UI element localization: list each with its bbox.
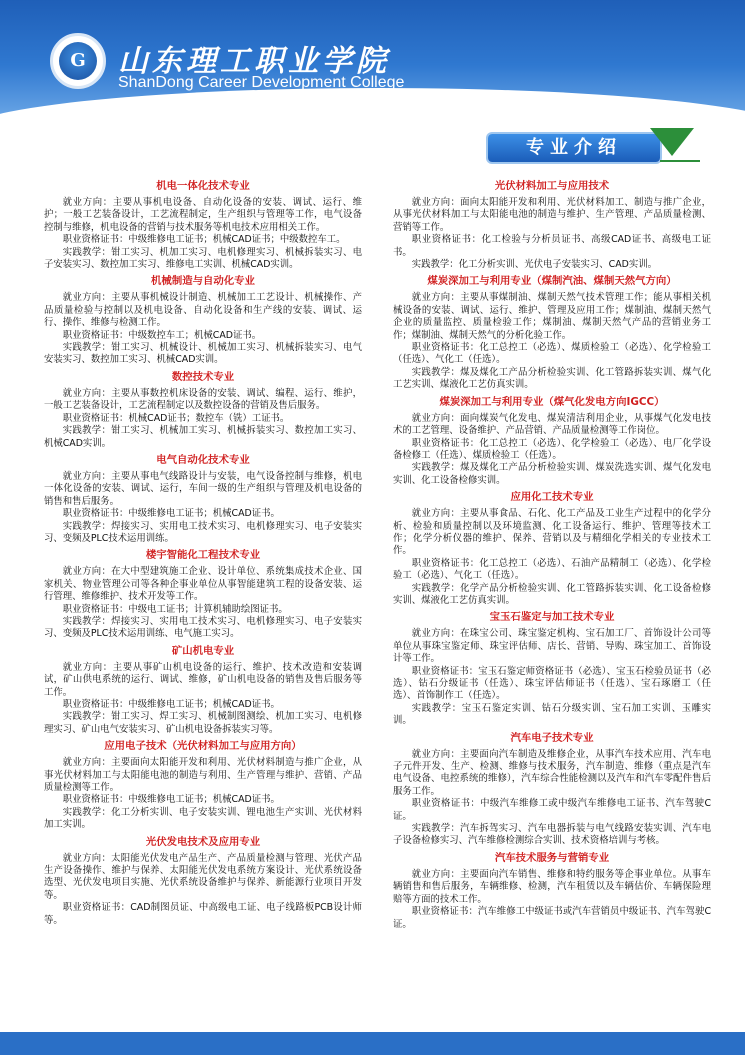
major-detail-line: 就业方向：面向太阳能开发和利用、光伏材料加工、制造与推广企业，从事光伏材料加工与太阳能电池的制造与维护、生产管理、产品质量检测、营销等工作。: [393, 197, 711, 233]
major-title: 光伏材料加工与应用技术: [494, 180, 610, 192]
major-detail-line: 就业方向：主要从事数控机床设备的安装、调试、编程、运行、维护，一般工艺装备设计，工艺流程制定以及数控设备的营销及售后服务。: [44, 387, 362, 412]
major-detail-line: 就业方向：主要从事煤制油、煤制天然气技术管理工作；能从事相关机械设备的安装、调试、运行、维护、管理及应用工作；煤制油、煤制天然气企业的质量监控、质量检验工作；煤制油、煤制天然气产品的营销业务工作；煤制油、煤制天然气的分析化验工作。: [393, 292, 711, 341]
major-section: [393, 491, 711, 607]
major-section: [44, 740, 362, 831]
major-title: 应用化工技术专业: [510, 491, 594, 504]
major-section: [393, 611, 711, 727]
major-detail-line: 就业方向：太阳能光伏发电产品生产、产品质量检测与管理、光伏产品生产设备操作、维护与保养、太阳能光伏发电系统方案设计、光伏系统设备选型、光伏发电项目实施、光伏系统设备维护与保养、新能源行业项目开发等。: [44, 852, 362, 901]
major-detail-line: 职业资格证书：化工检验与分析员证书、高级CAD证书、高级电工证书。: [393, 234, 711, 258]
major-title: 煤炭深加工与利用专业（煤气化发电方向IGCC）: [439, 395, 665, 408]
footer-bar: [0, 1032, 745, 1055]
major-title: 汽车技术服务与营销专业: [494, 851, 610, 864]
major-detail-line: 职业资格证书：中级汽车维修工或中级汽车维修电工证书、汽车驾驶C证。: [393, 798, 711, 822]
section-banner-title: 专业介绍: [526, 137, 622, 158]
major-title: 机械制造与自动化专业: [151, 275, 255, 288]
school-name-en: ShanDong Career Development College: [118, 74, 405, 91]
major-section: [44, 645, 362, 736]
major-detail-line: 职业资格证书：中级维修电工证书；机械CAD证书。: [62, 794, 280, 806]
major-detail-line: 实践教学：汽车拆驾实习、汽车电器拆装与电气线路安装实训、汽车电子设备检修实习、汽车维修检测综合实训、技术资格培训与考核。: [393, 823, 711, 847]
section-banner: [488, 134, 660, 162]
major-detail-line: 职业资格证书：化工总控工（必选）、石油产品精制工（必选）、化学检验工（必选）、气化工（任选）。: [393, 557, 711, 582]
major-title: 宝玉石鉴定与加工技术专业: [489, 611, 615, 624]
major-section: [393, 180, 711, 271]
major-title: 汽车电子技术专业: [510, 731, 594, 744]
major-detail-line: 实践教学：宝玉石鉴定实训、钻石分级实训、宝石加工实训、玉雕实训。: [393, 702, 711, 727]
major-detail-line: 职业资格证书：中级维修电工证书；机械CAD证书；中级数控车工。: [62, 234, 346, 246]
major-detail-line: 实践教学：钳工实习、机械加工实习、机械拆装实习、数控加工实习、机械CAD实训。: [44, 425, 362, 449]
major-detail-line: 实践教学：煤及煤化工产品分析检验实训、煤炭洗选实训、煤气化发电实训、化工设备检修实训。: [393, 462, 711, 486]
major-section: [393, 852, 711, 931]
major-title: 电气自动化技术专业: [156, 453, 250, 466]
major-detail-line: 职业资格证书：中级维修电工证书；机械CAD证书。: [62, 508, 280, 520]
major-title: 矿山机电专业: [171, 644, 235, 657]
major-section: [393, 732, 711, 848]
major-title: 光伏发电技术及应用专业: [145, 835, 261, 848]
major-section: [44, 371, 362, 450]
major-detail-line: 职业资格证书：CAD制图员证、中高级电工证、电子线路板PCB设计师等。: [44, 902, 362, 926]
major-title: 煤炭深加工与利用专业（煤制汽油、煤制天然气方向）: [427, 275, 677, 288]
school-name-cn: 山东理工职业学院: [118, 44, 390, 79]
major-detail-line: 职业资格证书：汽车维修工中级证书或汽车营销员中级证书、汽车驾驶C证。: [393, 906, 711, 930]
major-detail-line: 实践教学：焊接实习、实用电工技术实习、电机修理实习、电子安装实习、变频及PLC技术运用训练、电气施工实习。: [44, 615, 362, 640]
major-detail-line: 职业资格证书：中级维修电工证书；机械CAD证书。: [62, 699, 280, 710]
major-detail-line: 就业方向：主要从事机电设备、自动化设备的安装、调试、运行、维护；一般工艺装备设计，工艺流程制定，生产组织与管理等工作，电气设备控制与维修，机电设备的营销与技术服务等机电技术应用相关工作。: [44, 197, 362, 233]
header-wave: [0, 88, 745, 118]
major-detail-line: 实践教学：化学产品分析检验实训、化工管路拆装实训、化工设备检修实训、煤液化工艺仿真实训。: [393, 582, 711, 606]
major-detail-line: 就业方向：主要从事电气线路设计与安装，电气设备控制与维修，机电一体化设备的安装、调试、运行，车间一级的生产组织与管理及机电设备的销售和售后服务。: [44, 470, 362, 507]
school-logo-letter: G: [70, 50, 86, 71]
major-title: 数控技术专业: [171, 370, 235, 383]
major-detail-line: 职业资格证书：化工总控工（必选）、煤质检验工（必选）、化学检验工（任选）、气化工（任选）。: [393, 342, 711, 366]
major-detail-line: 就业方向：主要从事食品、石化、化工产品及工业生产过程中的化学分析、检验和质量控制以及环境监测、化工设备运行、维护、管理等技术工作；化学分析仪器的维护、保养、营销以及与精细化学相关的专业技术工作。: [393, 508, 711, 557]
major-detail-line: 就业方向：面向煤炭气化发电、煤炭清洁利用企业，从事煤气化发电技术的工艺管理、设备维护、产品营销、产品质量检测等工作岗位。: [393, 412, 711, 437]
major-detail-line: 实践教学：焊接实习、实用电工技术实习、电机修理实习、电子安装实习、变频及PLC技术运用训练。: [44, 520, 362, 544]
major-detail-line: 实践教学：煤及煤化工产品分析检验实训、化工管路拆装实训、煤气化工艺实训、煤液化工艺仿真实训。: [393, 366, 711, 391]
major-section: [393, 396, 711, 487]
major-detail-line: 职业资格证书：化工总控工（必选）、化学检验工（必选）、电厂化学设备检修工（任选）、煤质检验工（任选）。: [393, 437, 711, 461]
major-section: [44, 549, 362, 640]
major-detail-line: 实践教学：钳工实习、机械设计、机械加工实习、机械拆装实习、电气安装实习、数控加工实习、机械CAD实训。: [44, 342, 362, 366]
major-title: 楼宇智能化工程技术专业: [145, 549, 261, 562]
major-detail-line: 就业方向：在大中型建筑施工企业、设计单位、系统集成技术企业、国家机关、物业管理公司等各种企事业单位从事智能建筑工程的设备安装、运行管理、维修维护、技术开发等工作。: [44, 566, 362, 603]
major-detail-line: 实践教学：钳工实习、焊工实习、机械制图测绘、机加工实习、电机修理实习、矿山电气安装实习、矿山机电设备拆装实习等。: [44, 711, 362, 735]
major-section: [44, 180, 362, 271]
major-detail-line: 实践教学：化工分析实训、光伏电子安装实习、CAD实训。: [411, 259, 657, 271]
header-banner: [0, 0, 745, 118]
left-column: [44, 180, 362, 931]
major-detail-line: 职业资格证书：中级数控车工；机械CAD证书。: [62, 329, 262, 341]
major-detail-line: 就业方向：主要面向太阳能开发和利用、光伏材料制造与推广企业，从事光伏材料加工与太阳能电池的制造与利用、生产管理与维护、营销、产品质量检测等工作。: [44, 757, 362, 794]
major-detail-line: 职业资格证书：中级电工证书；计算机辅助绘图证书。: [62, 603, 288, 615]
major-detail-line: 就业方向：主要面向汽车制造及维修企业，从事汽车技术应用、汽车电子元件开发、生产、检测、维修与技术服务，汽车制造、维修（重点是汽车电气设备、电控系统的维修），汽车综合性能检测以及汽车和汽车零配件售后服务工作。: [393, 748, 711, 797]
banner-underline: [660, 160, 700, 162]
major-detail-line: 职业资格证书：机械CAD证书；数控车（铣）工证书。: [62, 412, 290, 424]
green-triangle-icon: [650, 128, 694, 156]
major-section: [44, 836, 362, 927]
major-detail-line: 就业方向：主要面向汽车销售、维修和特约服务等企事业单位。从事车辆销售和售后服务，车辆维修、检测，汽车租赁以及车辆估价、车辆保险理赔等方面的技术工作。: [393, 868, 711, 905]
major-title: 机电一体化技术专业: [156, 180, 250, 192]
school-logo-icon: [50, 33, 106, 89]
major-detail-line: 职业资格证书：宝玉石鉴定师资格证书（必选）、宝玉石检验员证书（必选）、钻石分级证书（任选）、珠宝评估师证书（任选）、宝石琢磨工（任选）、首饰制作工（任选）。: [393, 665, 711, 702]
school-logo-emblem: [59, 42, 97, 80]
major-section: [44, 275, 362, 366]
right-column: [393, 180, 711, 935]
major-detail-line: 就业方向：在珠宝公司、珠宝鉴定机构、宝石加工厂、首饰设计公司等单位从事珠宝鉴定师、珠宝评估师、店长、营销、导购、珠宝加工、首饰设计等工作。: [393, 628, 711, 665]
major-section: [44, 454, 362, 545]
major-detail-line: 就业方向：主要从事机械设计制造、机械加工工艺设计、机械操作、产品质量检验与控制以及机电设备、自动化设备和生产线的安装、调试、运行、操作、维修与检测工作。: [44, 292, 362, 329]
major-detail-line: 就业方向：主要从事矿山机电设备的运行、维护、技术改造和安装调试，矿山供电系统的运行、调试、维修，矿山机电设备的销售及售后服务等工作。: [44, 661, 362, 698]
major-title: 应用电子技术（光伏材料加工与应用方向）: [104, 740, 302, 753]
major-detail-line: 实践教学：钳工实习、机加工实习、电机修理实习、机械拆装实习、电子安装实习、数控加工实习、维修电工实训、机械CAD实训。: [44, 246, 362, 271]
major-section: [393, 275, 711, 391]
major-detail-line: 实践教学：化工分析实训、电子安装实训、锂电池生产实训、光伏材料加工实训。: [44, 806, 362, 831]
